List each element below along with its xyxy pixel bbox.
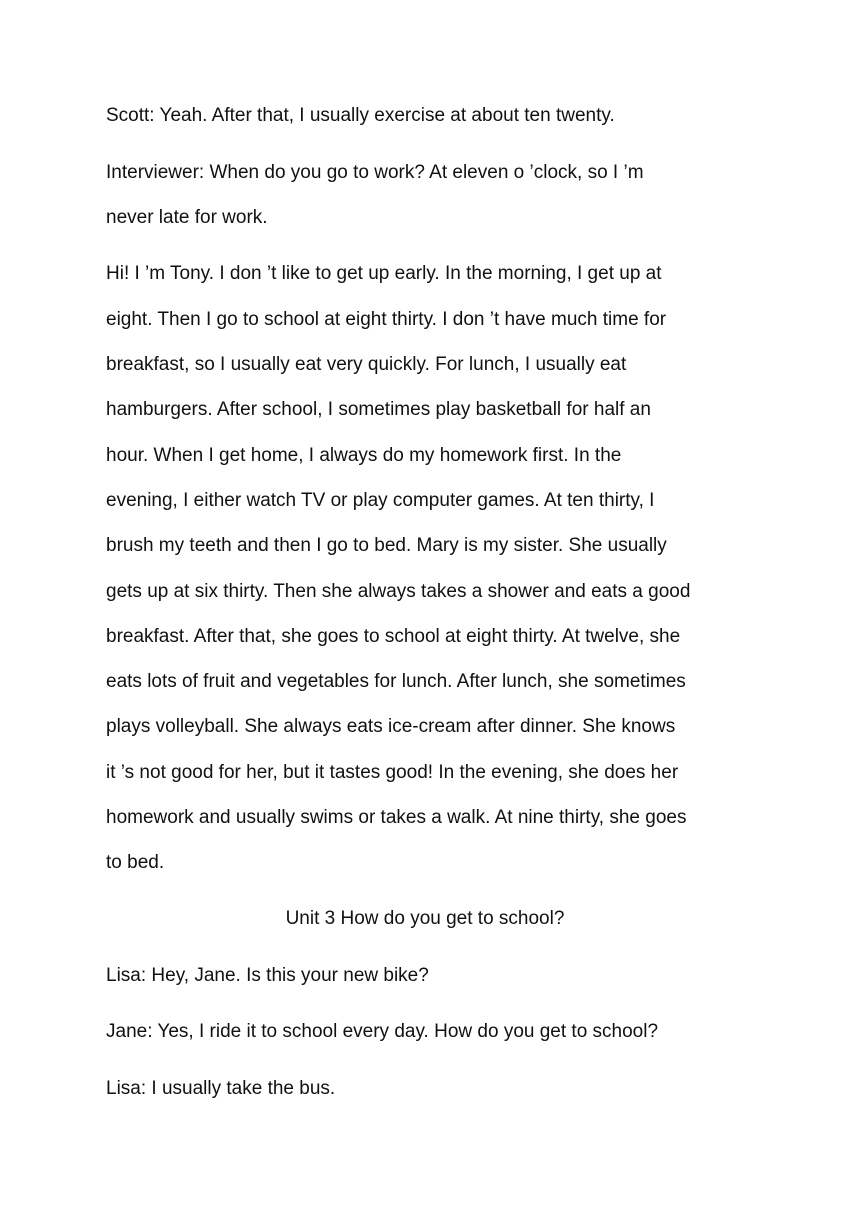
text-line: to bed. xyxy=(106,852,165,873)
dialogue-line-jane: Jane: Yes, I ride it to school every day. How do you get to school? xyxy=(106,1021,659,1042)
text-line: evening, I either watch TV or play computer games. At ten thirty, I xyxy=(106,490,655,511)
text-line: hour. When I get home, I always do my homework first. In the xyxy=(106,445,622,466)
text-line: eight. Then I go to school at eight thirty. I don ’t have much time for xyxy=(106,309,667,330)
text-line-interviewer: Interviewer: When do you go to work? At eleven o ’clock, so I ’m xyxy=(106,162,644,183)
text-line: brush my teeth and then I go to bed. Mary is my sister. She usually xyxy=(106,535,667,556)
text-line-interviewer-cont: never late for work. xyxy=(106,207,268,228)
text-line: breakfast, so I usually eat very quickly. For lunch, I usually eat xyxy=(106,354,627,375)
unit-title: Unit 3 How do you get to school? xyxy=(285,908,565,929)
text-line: hamburgers. After school, I sometimes play basketball for half an xyxy=(106,399,651,420)
text-line: gets up at six thirty. Then she always takes a shower and eats a good xyxy=(106,581,691,602)
text-line: homework and usually swims or takes a walk. At nine thirty, she goes xyxy=(106,807,687,828)
text-line: breakfast. After that, she goes to school at eight thirty. At twelve, she xyxy=(106,626,681,647)
text-line-scott: Scott: Yeah. After that, I usually exercise at about ten twenty. xyxy=(106,105,615,126)
text-line: plays volleyball. She always eats ice-cream after dinner. She knows xyxy=(106,716,676,737)
text-line: eats lots of fruit and vegetables for lunch. After lunch, she sometimes xyxy=(106,671,686,692)
dialogue-line-lisa-2: Lisa: I usually take the bus. xyxy=(106,1078,336,1099)
text-line: it ’s not good for her, but it tastes good! In the evening, she does her xyxy=(106,762,679,783)
text-line: Hi! I ’m Tony. I don ’t like to get up early. In the morning, I get up at xyxy=(106,263,662,284)
dialogue-line-lisa: Lisa: Hey, Jane. Is this your new bike? xyxy=(106,965,429,986)
